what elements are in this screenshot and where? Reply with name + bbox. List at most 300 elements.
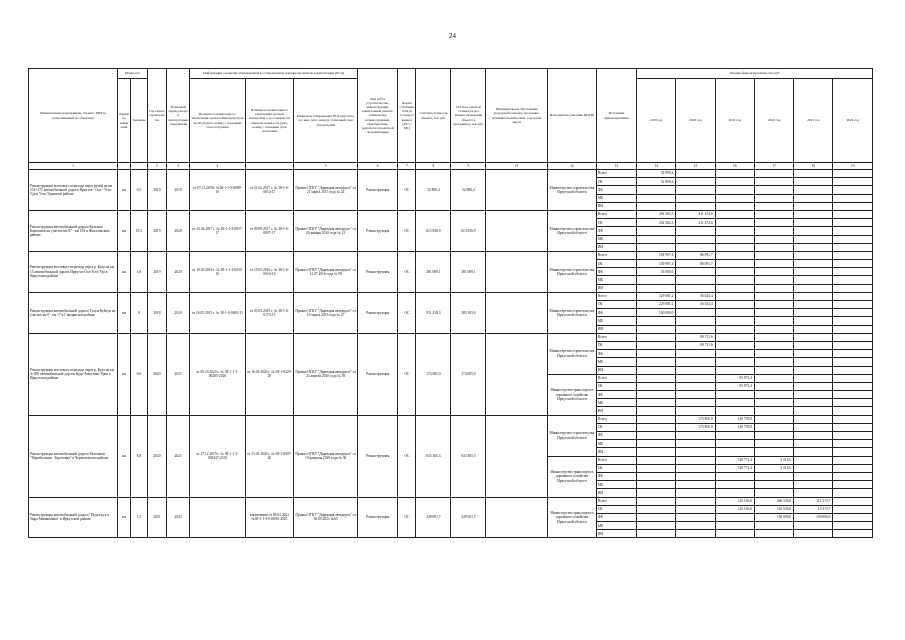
header-year-2023: 2023 год	[794, 79, 833, 163]
source-cell: ОБ	[596, 464, 636, 472]
amount-cell	[637, 513, 676, 521]
amount-cell: 202 362,3	[637, 219, 676, 227]
amount-cell	[833, 301, 873, 309]
col-number: 4	[190, 163, 245, 170]
amount-cell	[637, 448, 676, 456]
amount-cell	[637, 391, 676, 399]
remaining-cost-cell: 281 089,1	[451, 251, 486, 292]
executor-cell: Министерство транспорта и дорожного хозяйства Иркутской области	[547, 497, 596, 538]
approval-cell: Приказ ОГКУ "Дирекция автодорог" от 19 февраля 2020 года № 30	[294, 415, 358, 497]
amount-cell	[637, 440, 676, 448]
amount-cell	[637, 325, 676, 333]
approval-cell: Приказ ОГКУ "Дирекция автодорог" от 30.09.2021 №65	[294, 497, 358, 538]
table-row	[29, 333, 873, 341]
amount-cell	[676, 505, 715, 513]
column-number-row	[29, 163, 873, 170]
col-number: 18	[794, 163, 833, 170]
amount-cell	[754, 284, 793, 292]
table-row	[29, 210, 873, 218]
amount-cell	[833, 374, 873, 382]
amount-cell	[637, 423, 676, 431]
amount-cell	[637, 358, 676, 366]
amount-cell	[754, 276, 793, 284]
amount-cell	[715, 472, 754, 480]
amount-cell	[833, 325, 873, 333]
amount-cell	[754, 170, 793, 178]
object-name: Реконструкция мостового перехода через ручей на км 252+171 автомобильной дороги Иркутск - Оса - Усть-Уда в Усть-Удинском районе	[29, 170, 118, 211]
amount-cell	[637, 382, 676, 390]
col-number: 12	[547, 163, 596, 170]
amount-cell	[715, 186, 754, 194]
amount-cell	[754, 202, 793, 210]
ownership-cell: ОС	[398, 170, 416, 211]
source-cell: ОБ	[596, 178, 636, 186]
amount-cell	[637, 186, 676, 194]
amount-cell: 175 850,0	[676, 423, 715, 431]
amount-cell	[715, 210, 754, 218]
amount-cell	[676, 497, 715, 505]
header-sources: Источники финансирования	[596, 69, 636, 163]
header-expert: Наличие положительного заключения органов Минпромстроя на ПСД (дата, номер) / плановый срок получения	[190, 79, 245, 163]
executor-cell: Министерство строительства Иркутской области	[547, 251, 596, 292]
expert-cell: от 25.04.2017 г. № 38-1-1-3-0037-17	[190, 210, 245, 251]
unit-cell: км	[118, 170, 131, 211]
amount-cell: 229 081,2	[637, 301, 676, 309]
amount-cell	[715, 350, 754, 358]
amount-cell	[676, 284, 715, 292]
work-type-cell: Реконструкция	[358, 210, 398, 251]
source-cell: ФБ	[596, 186, 636, 194]
amount-cell	[637, 194, 676, 202]
amount-cell	[833, 350, 873, 358]
amount-cell: 93 973,4	[715, 382, 754, 390]
ownership-cell: ОС	[398, 415, 416, 497]
source-cell: МБ	[596, 235, 636, 243]
source-cell: МБ	[596, 399, 636, 407]
col-number: 17	[754, 163, 793, 170]
amount-cell	[715, 251, 754, 259]
header-capacity: Мощность	[118, 69, 148, 79]
amount-cell	[715, 260, 754, 268]
end-year-cell: 2020	[166, 251, 189, 292]
municipal-cell	[486, 210, 548, 251]
ownership-cell: ОС	[398, 210, 416, 251]
cost-cell: 613 836,9	[416, 210, 451, 251]
amount-cell: 86 091,7	[676, 251, 715, 259]
amount-cell	[715, 481, 754, 489]
amount-cell	[794, 194, 833, 202]
executor-cell: Министерство строительства Иркутской области	[547, 415, 596, 456]
amount-cell	[754, 194, 793, 202]
approval-cell: Приказ ОГКУ "Дирекция автодорог" от 10 марта 2015 года № 27	[294, 292, 358, 333]
unit-cell: км	[118, 333, 131, 415]
amount-cell	[794, 407, 833, 415]
amount-cell	[833, 530, 873, 538]
amount-cell: 2 516,0	[754, 456, 793, 464]
executor-cell: Министерство строительства Иркутской области	[547, 292, 596, 333]
amount-cell	[833, 522, 873, 530]
source-cell: Всего	[596, 170, 636, 178]
source-cell: Всего	[596, 333, 636, 341]
amount-cell: 329 081,2	[637, 292, 676, 300]
source-cell: ФБ	[596, 472, 636, 480]
amount-cell	[833, 366, 873, 374]
amount-cell	[833, 210, 873, 218]
amount-cell	[833, 276, 873, 284]
header-remaining-cost: Остаток сметной стоимости (на момент включения объекта в программу), тыс.руб.	[451, 69, 486, 163]
amount-cell	[794, 456, 833, 464]
amount-cell: 411 474,6	[676, 210, 715, 218]
amount-cell	[754, 440, 793, 448]
amount-cell	[794, 235, 833, 243]
amount-cell	[715, 219, 754, 227]
amount-cell	[754, 399, 793, 407]
remaining-cost-cell: 52 890,4	[451, 170, 486, 211]
unit-cell: км	[118, 251, 131, 292]
end-year-cell: 2021	[166, 333, 189, 415]
amount-cell	[637, 432, 676, 440]
amount-cell	[833, 268, 873, 276]
amount-cell	[676, 530, 715, 538]
amount-cell	[794, 186, 833, 194]
amount-cell	[715, 440, 754, 448]
amount-cell	[754, 341, 793, 349]
source-cell: ОБ	[596, 341, 636, 349]
municipal-cell	[486, 497, 548, 538]
source-cell: ФБ	[596, 432, 636, 440]
value-cell: 1,6	[130, 251, 147, 292]
amount-cell	[794, 382, 833, 390]
start-year-cell: 2018	[147, 292, 166, 333]
amount-cell	[715, 341, 754, 349]
header-unit: Единица измерения	[118, 79, 131, 163]
col-number: 15	[676, 163, 715, 170]
municipal-cell	[486, 170, 548, 211]
amount-cell	[637, 341, 676, 349]
municipal-cell	[486, 251, 548, 292]
source-cell: ИИ	[596, 325, 636, 333]
col-number: 19	[833, 163, 873, 170]
work-type-cell: Реконструкция	[358, 333, 398, 415]
start-year-cell: 2020	[147, 415, 166, 497]
header-value: Значение	[130, 79, 147, 163]
object-name: Реконструкция мостового перехода через р. Куда на км 4+050 автомобильной дороги Куда-Хомутово-Урик в Иркутском районе	[29, 333, 118, 415]
object-name: Реконструкция автомобильной дороги "Подъезд к п. Тыра Мамышевка" в Иркутском районе	[29, 497, 118, 538]
amount-cell	[754, 522, 793, 530]
amount-cell	[676, 268, 715, 276]
amount-cell	[715, 407, 754, 415]
remaining-cost-cell: 385 105,6	[451, 292, 486, 333]
unit-cell: км	[118, 415, 131, 497]
amount-cell	[637, 415, 676, 423]
amount-cell: 52 890,4	[637, 170, 676, 178]
amount-cell: 139 997,4	[637, 260, 676, 268]
amount-cell	[754, 472, 793, 480]
amount-cell	[754, 227, 793, 235]
table-body	[29, 170, 873, 538]
header-object-name: Наименование мероприятия, объекта, ПИР (в разграничений по объектам)	[29, 69, 118, 163]
municipal-cell	[486, 292, 548, 333]
value-cell: 8,8	[130, 415, 147, 497]
source-cell: МБ	[596, 522, 636, 530]
source-cell: Всего	[596, 456, 636, 464]
amount-cell	[833, 309, 873, 317]
amount-cell	[715, 489, 754, 497]
amount-cell	[637, 276, 676, 284]
amount-cell	[794, 423, 833, 431]
amount-cell	[754, 358, 793, 366]
amount-cell	[637, 522, 676, 530]
amount-cell	[754, 178, 793, 186]
amount-cell	[637, 489, 676, 497]
amount-cell	[833, 472, 873, 480]
amount-cell	[794, 243, 833, 251]
amount-cell	[676, 464, 715, 472]
amount-cell	[715, 366, 754, 374]
header-executor: Исполнитель (заказчик ИОГВ)	[547, 69, 596, 163]
col-number	[118, 163, 131, 170]
amount-cell	[637, 472, 676, 480]
end-year-cell: 2020	[166, 292, 189, 333]
amount-cell	[833, 251, 873, 259]
amount-cell: 112 315,7	[794, 497, 833, 505]
amount-cell: 80 711,6	[676, 333, 715, 341]
amount-cell	[637, 497, 676, 505]
amount-cell	[754, 481, 793, 489]
amount-cell	[715, 333, 754, 341]
source-cell: ИИ	[596, 489, 636, 497]
amount-cell: 411 474,6	[676, 219, 715, 227]
amount-cell: 100 000,0	[637, 309, 676, 317]
amount-cell	[676, 325, 715, 333]
amount-cell: 56 024,4	[676, 301, 715, 309]
amount-cell	[754, 391, 793, 399]
amount-cell: 318 772,4	[715, 456, 754, 464]
col-number	[130, 163, 147, 170]
amount-cell	[637, 505, 676, 513]
remaining-cost-cell: 174 685,0	[451, 333, 486, 415]
cost-cell: 281 089,1	[416, 251, 451, 292]
work-type-cell: Реконструкция	[358, 170, 398, 211]
amount-cell	[676, 374, 715, 382]
ownership-cell: ОС	[398, 497, 416, 538]
col-number: 16	[715, 163, 754, 170]
source-cell: МБ	[596, 194, 636, 202]
page-number: 24	[449, 32, 456, 40]
header-start-year: Год начала строительства	[147, 69, 166, 163]
amount-cell	[833, 513, 873, 521]
value-cell: 19,3	[130, 210, 147, 251]
value-cell: 5,2	[130, 497, 147, 538]
amount-cell	[715, 317, 754, 325]
end-year-cell: 2019	[166, 170, 189, 211]
amount-cell	[794, 432, 833, 440]
amount-cell	[637, 366, 676, 374]
amount-cell	[794, 341, 833, 349]
expert-cell: от 07.11.2018г. №38-1-1-3-0089-16	[190, 170, 245, 211]
amount-cell	[676, 456, 715, 464]
amount-cell	[794, 415, 833, 423]
amount-cell: 56 024,4	[676, 292, 715, 300]
amount-cell	[754, 432, 793, 440]
amount-cell	[833, 481, 873, 489]
amount-cell	[637, 407, 676, 415]
amount-cell	[754, 530, 793, 538]
amount-cell	[715, 448, 754, 456]
amount-cell	[715, 391, 754, 399]
amount-cell	[833, 186, 873, 194]
amount-cell	[676, 382, 715, 390]
source-cell: ФБ	[596, 391, 636, 399]
value-cell: 0,6	[130, 333, 147, 415]
cost-cell: 249 001,7	[416, 497, 451, 538]
source-cell: ИИ	[596, 202, 636, 210]
remaining-cost-cell: 613 836,9	[451, 210, 486, 251]
col-number: 5	[294, 163, 358, 170]
amount-cell	[637, 317, 676, 325]
municipal-cell	[486, 415, 548, 497]
amount-cell	[754, 301, 793, 309]
col-number: 3	[166, 163, 189, 170]
amount-cell	[754, 317, 793, 325]
amount-cell	[715, 170, 754, 178]
ownership-cell: ОС	[398, 292, 416, 333]
amount-cell	[833, 464, 873, 472]
source-cell: ФБ	[596, 268, 636, 276]
amount-cell: 194 997,4	[637, 251, 676, 259]
work-type-cell: Реконструкция	[358, 292, 398, 333]
amount-cell	[833, 202, 873, 210]
amount-cell: 100 000,0	[794, 513, 833, 521]
amount-cell	[676, 202, 715, 210]
header-year-2021: 2021 год	[715, 79, 754, 163]
amount-cell	[754, 350, 793, 358]
amount-cell: 93 973,4	[715, 374, 754, 382]
amount-cell	[833, 399, 873, 407]
amount-cell	[833, 194, 873, 202]
header-year-2024: 2024 год	[833, 79, 873, 163]
amount-cell	[637, 235, 676, 243]
amount-cell: 266 530,0	[754, 497, 793, 505]
amount-cell: 52 890,4	[637, 178, 676, 186]
amount-cell	[794, 481, 833, 489]
amount-cell	[794, 366, 833, 374]
amount-cell	[637, 243, 676, 251]
header-municipal: Муниципальное образование (городской/сельское поселение, муниципальный район, городской округ)	[486, 69, 548, 163]
amount-cell: 175 850,0	[676, 415, 715, 423]
amount-cell	[833, 358, 873, 366]
amount-cell	[637, 530, 676, 538]
state-expert-cell: от 19.05.2016 г. № 38-1-6-0016-16	[245, 251, 294, 292]
table-row	[29, 170, 873, 178]
col-number: 13	[596, 163, 636, 170]
cost-cell: 52 890,4	[416, 170, 451, 211]
amount-cell	[676, 399, 715, 407]
amount-cell	[676, 472, 715, 480]
table-row	[29, 251, 873, 259]
amount-cell: 140 739,9	[715, 415, 754, 423]
amount-cell	[794, 440, 833, 448]
amount-cell	[676, 235, 715, 243]
amount-cell	[794, 251, 833, 259]
amount-cell	[794, 309, 833, 317]
approval-cell: Приказ ОГКУ "Дирекция автодорог" от 21 марта 2017 года № 24	[294, 170, 358, 211]
remaining-cost-cell: 249 001,7	[451, 497, 486, 538]
source-cell: ИИ	[596, 530, 636, 538]
amount-cell	[637, 481, 676, 489]
amount-cell	[715, 399, 754, 407]
amount-cell	[794, 464, 833, 472]
value-cell: 0,5	[130, 170, 147, 211]
amount-cell	[715, 522, 754, 530]
source-cell: ИИ	[596, 366, 636, 374]
amount-cell	[676, 317, 715, 325]
amount-cell: 318 772,4	[715, 464, 754, 472]
amount-cell	[833, 505, 873, 513]
amount-cell: 202 362,3	[637, 210, 676, 218]
state-expert-cell: заключение от 09.03.2021 №38-1-1-3-010916-2021	[245, 497, 294, 538]
amount-cell	[676, 170, 715, 178]
amount-cell	[715, 309, 754, 317]
amount-cell	[676, 391, 715, 399]
amount-cell: 12 315,7	[794, 505, 833, 513]
amount-cell	[794, 333, 833, 341]
amount-cell	[754, 292, 793, 300]
ownership-cell: ОС	[398, 251, 416, 292]
amount-cell	[754, 251, 793, 259]
ownership-cell: ОС	[398, 333, 416, 415]
amount-cell	[754, 448, 793, 456]
amount-cell	[676, 407, 715, 415]
amount-cell: 86 091,7	[676, 260, 715, 268]
source-cell: Всего	[596, 374, 636, 382]
amount-cell	[754, 407, 793, 415]
amount-cell: 2 516,0	[754, 464, 793, 472]
amount-cell	[637, 456, 676, 464]
amount-cell	[754, 415, 793, 423]
col-number: 1	[29, 163, 118, 170]
amount-cell	[833, 440, 873, 448]
source-cell: МБ	[596, 440, 636, 448]
amount-cell	[794, 325, 833, 333]
expert-cell: от 27.12.2019 г. № 38-1-1-3-038437-2019	[190, 415, 245, 497]
executor-cell: Министерство строительства Иркутской области	[547, 210, 596, 251]
amount-cell	[794, 374, 833, 382]
state-expert-cell: от 21.02.2017 г. № 38-1-6-0014-17	[245, 170, 294, 211]
amount-cell	[754, 309, 793, 317]
header-cost: Сметная стоимость объекта, тыс.руб.	[416, 69, 451, 163]
source-cell: МБ	[596, 317, 636, 325]
value-cell: 8	[130, 292, 147, 333]
remaining-cost-cell: 633 365,3	[451, 415, 486, 497]
amount-cell	[794, 219, 833, 227]
amount-cell	[715, 178, 754, 186]
expert-cell: от 16.05.2013 г. № 38-1-4-0062-13	[190, 292, 245, 333]
end-year-cell: 2021	[166, 415, 189, 497]
amount-cell	[715, 202, 754, 210]
table-row	[29, 497, 873, 505]
cost-cell: 911 418,3	[416, 292, 451, 333]
source-cell: ИИ	[596, 243, 636, 251]
amount-cell: 80 711,6	[676, 341, 715, 349]
amount-cell	[715, 292, 754, 300]
work-type-cell: Реконструкция	[358, 497, 398, 538]
work-type-cell: Реконструкция	[358, 251, 398, 292]
amount-cell	[676, 276, 715, 284]
amount-cell: 150 000,0	[754, 513, 793, 521]
state-expert-cell: от 15.01.2020 г. № 38-1-0007-20	[245, 415, 294, 497]
expert-cell	[190, 497, 245, 538]
